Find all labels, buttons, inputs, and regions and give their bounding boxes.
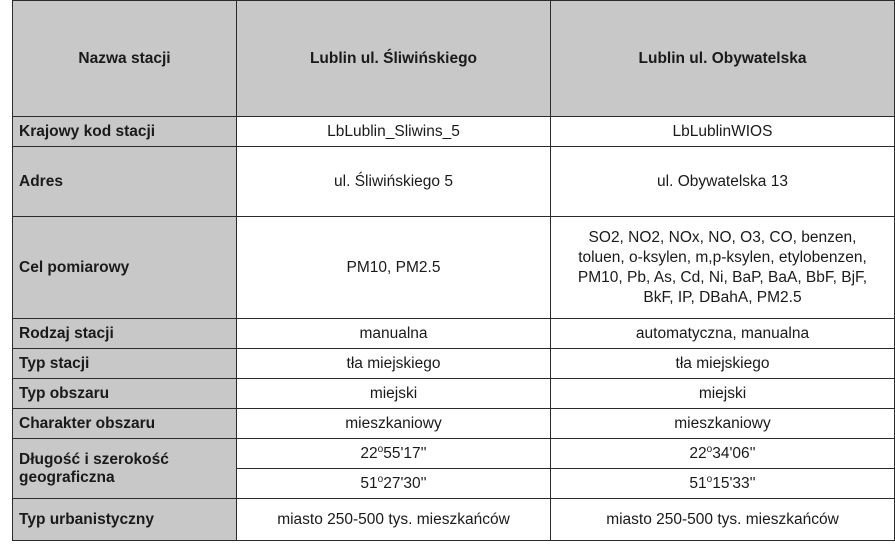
cell-station-2: tła miejskiego — [551, 349, 895, 379]
table-row-area-character — [13, 409, 895, 439]
station-table — [12, 0, 895, 541]
purpose-line: BkF, IP, DBahA, PM2.5 — [643, 288, 802, 306]
header-station-1: Lublin ul. Śliwińskiego — [237, 1, 551, 117]
table-row-urban — [13, 499, 895, 541]
row-label: Rodzaj stacji — [13, 319, 237, 349]
cell-station-2: mieszkaniowy — [551, 409, 895, 439]
cell-station-2: LbLublinWIOS — [551, 117, 895, 147]
row-label: Charakter obszaru — [13, 409, 237, 439]
purpose-line: PM10, Pb, As, Cd, Ni, BaP, BaA, BbF, BjF, — [577, 268, 868, 286]
cell-station-2: automatyczna, manualna — [551, 319, 895, 349]
cell-station-1-lon: 22$^o$55'17'' — [237, 439, 551, 469]
table-row-station-kind — [13, 319, 895, 349]
cell-station-2-lon: 22$^o$34'06'' — [551, 439, 895, 469]
table-row-address — [13, 147, 895, 217]
cell-station-2: ul. Obywatelska 13 — [551, 147, 895, 217]
cell-station-1: miasto 250-500 tys. mieszkańców — [237, 499, 551, 541]
table-row-area-type — [13, 379, 895, 409]
row-label: Krajowy kod stacji — [13, 117, 237, 147]
table-row-station-type — [13, 349, 895, 379]
cell-station-1: miejski — [237, 379, 551, 409]
cell-station-2: miejski — [551, 379, 895, 409]
header-station-2: Lublin ul. Obywatelska — [551, 1, 895, 117]
row-label: Adres — [13, 147, 237, 217]
cell-station-1: tła miejskiego — [237, 349, 551, 379]
table-row-code — [13, 117, 895, 147]
cell-station-2-lat: 51$^o$15'33'' — [551, 469, 895, 499]
cell-station-1-lat: 51$^o$27'30'' — [237, 469, 551, 499]
row-label: Cel pomiarowy — [13, 217, 237, 319]
cell-station-1: ul. Śliwińskiego 5 — [237, 147, 551, 217]
row-label: Typ stacji — [13, 349, 237, 379]
row-label: Długość i szerokość geograficzna — [13, 439, 237, 499]
cell-station-1: PM10, PM2.5 — [237, 217, 551, 319]
purpose-line: SO2, NO2, NOx, NO, O3, CO, benzen, — [588, 228, 857, 246]
cell-station-2 — [551, 217, 895, 319]
header-row — [13, 1, 895, 117]
table-row-coordinates-lon — [13, 439, 895, 469]
cell-station-1: mieszkaniowy — [237, 409, 551, 439]
cell-station-1: LbLublin_Sliwins_5 — [237, 117, 551, 147]
row-label: Typ urbanistyczny — [13, 499, 237, 541]
purpose-line: toluen, o-ksylen, m,p-ksylen, etylobenzen, — [578, 248, 867, 266]
cell-station-1: manualna — [237, 319, 551, 349]
cell-station-2: miasto 250-500 tys. mieszkańców — [551, 499, 895, 541]
header-label: Nazwa stacji — [13, 1, 237, 117]
table-row-purpose — [13, 217, 895, 319]
row-label: Typ obszaru — [13, 379, 237, 409]
